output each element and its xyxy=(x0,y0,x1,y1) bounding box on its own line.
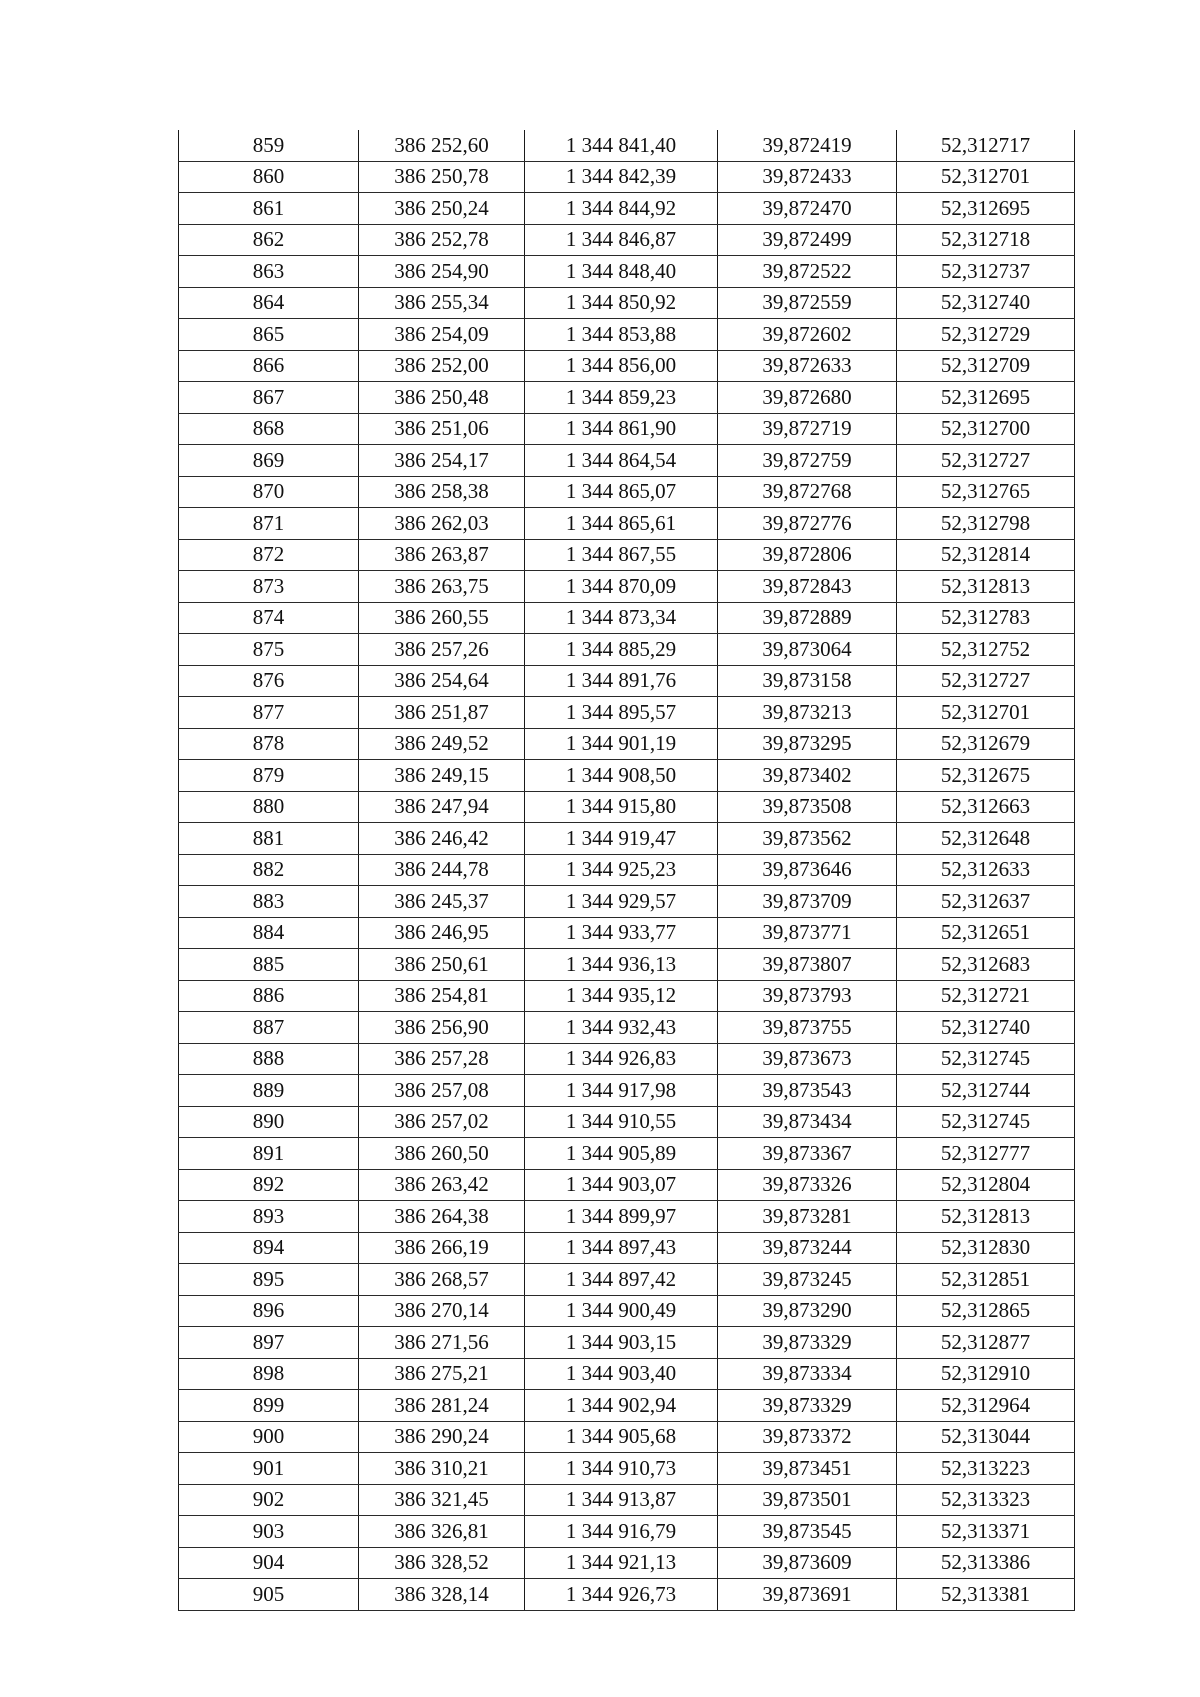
table-row xyxy=(179,1043,1075,1075)
y-coordinate-cell: 1 344 921,13 xyxy=(525,1547,718,1579)
y-coordinate-cell: 1 344 870,09 xyxy=(525,571,718,603)
latitude-cell: 52,312765 xyxy=(897,476,1075,508)
longitude-cell: 39,873372 xyxy=(718,1421,897,1453)
latitude-cell: 52,312700 xyxy=(897,413,1075,445)
x-coordinate-cell: 386 252,00 xyxy=(359,350,525,382)
table-row xyxy=(179,413,1075,445)
latitude-cell: 52,312783 xyxy=(897,602,1075,634)
x-coordinate-cell: 386 250,24 xyxy=(359,193,525,225)
table-row xyxy=(179,193,1075,225)
table-row xyxy=(179,949,1075,981)
y-coordinate-cell: 1 344 917,98 xyxy=(525,1075,718,1107)
table-row xyxy=(179,1075,1075,1107)
x-coordinate-cell: 386 254,17 xyxy=(359,445,525,477)
latitude-cell: 52,312745 xyxy=(897,1043,1075,1075)
point-number-cell: 890 xyxy=(179,1106,359,1138)
x-coordinate-cell: 386 266,19 xyxy=(359,1232,525,1264)
y-coordinate-cell: 1 344 865,61 xyxy=(525,508,718,540)
longitude-cell: 39,873281 xyxy=(718,1201,897,1233)
table-row xyxy=(179,350,1075,382)
y-coordinate-cell: 1 344 910,73 xyxy=(525,1453,718,1485)
longitude-cell: 39,873064 xyxy=(718,634,897,666)
latitude-cell: 52,312729 xyxy=(897,319,1075,351)
point-number-cell: 868 xyxy=(179,413,359,445)
point-number-cell: 893 xyxy=(179,1201,359,1233)
latitude-cell: 52,312651 xyxy=(897,917,1075,949)
longitude-cell: 39,872889 xyxy=(718,602,897,634)
latitude-cell: 52,312745 xyxy=(897,1106,1075,1138)
latitude-cell: 52,312701 xyxy=(897,161,1075,193)
x-coordinate-cell: 386 246,42 xyxy=(359,823,525,855)
x-coordinate-cell: 386 310,21 xyxy=(359,1453,525,1485)
x-coordinate-cell: 386 257,26 xyxy=(359,634,525,666)
y-coordinate-cell: 1 344 910,55 xyxy=(525,1106,718,1138)
longitude-cell: 39,873213 xyxy=(718,697,897,729)
x-coordinate-cell: 386 268,57 xyxy=(359,1264,525,1296)
table-row xyxy=(179,1579,1075,1611)
latitude-cell: 52,313223 xyxy=(897,1453,1075,1485)
latitude-cell: 52,312964 xyxy=(897,1390,1075,1422)
longitude-cell: 39,872633 xyxy=(718,350,897,382)
latitude-cell: 52,312804 xyxy=(897,1169,1075,1201)
table-row xyxy=(179,1516,1075,1548)
point-number-cell: 880 xyxy=(179,791,359,823)
y-coordinate-cell: 1 344 936,13 xyxy=(525,949,718,981)
table-row xyxy=(179,854,1075,886)
longitude-cell: 39,873329 xyxy=(718,1390,897,1422)
latitude-cell: 52,312752 xyxy=(897,634,1075,666)
latitude-cell: 52,312695 xyxy=(897,193,1075,225)
point-number-cell: 887 xyxy=(179,1012,359,1044)
y-coordinate-cell: 1 344 932,43 xyxy=(525,1012,718,1044)
longitude-cell: 39,873562 xyxy=(718,823,897,855)
x-coordinate-cell: 386 250,61 xyxy=(359,949,525,981)
y-coordinate-cell: 1 344 864,54 xyxy=(525,445,718,477)
y-coordinate-cell: 1 344 905,68 xyxy=(525,1421,718,1453)
x-coordinate-cell: 386 250,48 xyxy=(359,382,525,414)
longitude-cell: 39,873334 xyxy=(718,1358,897,1390)
longitude-cell: 39,873402 xyxy=(718,760,897,792)
point-number-cell: 859 xyxy=(179,130,359,161)
latitude-cell: 52,312865 xyxy=(897,1295,1075,1327)
longitude-cell: 39,872433 xyxy=(718,161,897,193)
point-number-cell: 889 xyxy=(179,1075,359,1107)
y-coordinate-cell: 1 344 859,23 xyxy=(525,382,718,414)
longitude-cell: 39,873434 xyxy=(718,1106,897,1138)
x-coordinate-cell: 386 263,42 xyxy=(359,1169,525,1201)
y-coordinate-cell: 1 344 935,12 xyxy=(525,980,718,1012)
table-row xyxy=(179,697,1075,729)
longitude-cell: 39,872806 xyxy=(718,539,897,571)
longitude-cell: 39,873691 xyxy=(718,1579,897,1611)
latitude-cell: 52,312814 xyxy=(897,539,1075,571)
y-coordinate-cell: 1 344 915,80 xyxy=(525,791,718,823)
x-coordinate-cell: 386 328,14 xyxy=(359,1579,525,1611)
latitude-cell: 52,313044 xyxy=(897,1421,1075,1453)
longitude-cell: 39,873367 xyxy=(718,1138,897,1170)
point-number-cell: 873 xyxy=(179,571,359,603)
longitude-cell: 39,873543 xyxy=(718,1075,897,1107)
table-row xyxy=(179,256,1075,288)
x-coordinate-cell: 386 257,02 xyxy=(359,1106,525,1138)
latitude-cell: 52,312679 xyxy=(897,728,1075,760)
latitude-cell: 52,312695 xyxy=(897,382,1075,414)
y-coordinate-cell: 1 344 842,39 xyxy=(525,161,718,193)
table-row xyxy=(179,1390,1075,1422)
latitude-cell: 52,313386 xyxy=(897,1547,1075,1579)
latitude-cell: 52,312813 xyxy=(897,571,1075,603)
longitude-cell: 39,872680 xyxy=(718,382,897,414)
latitude-cell: 52,312727 xyxy=(897,665,1075,697)
x-coordinate-cell: 386 244,78 xyxy=(359,854,525,886)
point-number-cell: 883 xyxy=(179,886,359,918)
table-row xyxy=(179,445,1075,477)
table-row xyxy=(179,319,1075,351)
coordinates-table xyxy=(178,130,1075,1611)
x-coordinate-cell: 386 254,90 xyxy=(359,256,525,288)
latitude-cell: 52,312637 xyxy=(897,886,1075,918)
latitude-cell: 52,312737 xyxy=(897,256,1075,288)
point-number-cell: 861 xyxy=(179,193,359,225)
point-number-cell: 877 xyxy=(179,697,359,729)
y-coordinate-cell: 1 344 899,97 xyxy=(525,1201,718,1233)
x-coordinate-cell: 386 256,90 xyxy=(359,1012,525,1044)
point-number-cell: 885 xyxy=(179,949,359,981)
longitude-cell: 39,873326 xyxy=(718,1169,897,1201)
longitude-cell: 39,873771 xyxy=(718,917,897,949)
point-number-cell: 897 xyxy=(179,1327,359,1359)
latitude-cell: 52,312683 xyxy=(897,949,1075,981)
table-row xyxy=(179,728,1075,760)
x-coordinate-cell: 386 257,28 xyxy=(359,1043,525,1075)
x-coordinate-cell: 386 252,60 xyxy=(359,130,525,161)
point-number-cell: 879 xyxy=(179,760,359,792)
table-row xyxy=(179,823,1075,855)
point-number-cell: 901 xyxy=(179,1453,359,1485)
point-number-cell: 886 xyxy=(179,980,359,1012)
latitude-cell: 52,312744 xyxy=(897,1075,1075,1107)
x-coordinate-cell: 386 290,24 xyxy=(359,1421,525,1453)
point-number-cell: 894 xyxy=(179,1232,359,1264)
point-number-cell: 876 xyxy=(179,665,359,697)
longitude-cell: 39,872768 xyxy=(718,476,897,508)
x-coordinate-cell: 386 263,87 xyxy=(359,539,525,571)
longitude-cell: 39,872559 xyxy=(718,287,897,319)
table-row xyxy=(179,161,1075,193)
point-number-cell: 903 xyxy=(179,1516,359,1548)
table-row xyxy=(179,1138,1075,1170)
table-row xyxy=(179,1264,1075,1296)
x-coordinate-cell: 386 328,52 xyxy=(359,1547,525,1579)
longitude-cell: 39,873508 xyxy=(718,791,897,823)
longitude-cell: 39,873793 xyxy=(718,980,897,1012)
longitude-cell: 39,873244 xyxy=(718,1232,897,1264)
point-number-cell: 872 xyxy=(179,539,359,571)
point-number-cell: 881 xyxy=(179,823,359,855)
latitude-cell: 52,312663 xyxy=(897,791,1075,823)
x-coordinate-cell: 386 258,38 xyxy=(359,476,525,508)
longitude-cell: 39,872419 xyxy=(718,130,897,161)
longitude-cell: 39,872499 xyxy=(718,224,897,256)
table-row xyxy=(179,1295,1075,1327)
x-coordinate-cell: 386 246,95 xyxy=(359,917,525,949)
y-coordinate-cell: 1 344 853,88 xyxy=(525,319,718,351)
point-number-cell: 892 xyxy=(179,1169,359,1201)
point-number-cell: 900 xyxy=(179,1421,359,1453)
y-coordinate-cell: 1 344 903,15 xyxy=(525,1327,718,1359)
point-number-cell: 862 xyxy=(179,224,359,256)
latitude-cell: 52,312701 xyxy=(897,697,1075,729)
y-coordinate-cell: 1 344 861,90 xyxy=(525,413,718,445)
y-coordinate-cell: 1 344 919,47 xyxy=(525,823,718,855)
y-coordinate-cell: 1 344 902,94 xyxy=(525,1390,718,1422)
x-coordinate-cell: 386 281,24 xyxy=(359,1390,525,1422)
x-coordinate-cell: 386 255,34 xyxy=(359,287,525,319)
y-coordinate-cell: 1 344 895,57 xyxy=(525,697,718,729)
table-row xyxy=(179,539,1075,571)
x-coordinate-cell: 386 254,09 xyxy=(359,319,525,351)
x-coordinate-cell: 386 254,64 xyxy=(359,665,525,697)
table-row xyxy=(179,1169,1075,1201)
longitude-cell: 39,873501 xyxy=(718,1484,897,1516)
x-coordinate-cell: 386 247,94 xyxy=(359,791,525,823)
longitude-cell: 39,873451 xyxy=(718,1453,897,1485)
y-coordinate-cell: 1 344 929,57 xyxy=(525,886,718,918)
latitude-cell: 52,312709 xyxy=(897,350,1075,382)
point-number-cell: 902 xyxy=(179,1484,359,1516)
y-coordinate-cell: 1 344 901,19 xyxy=(525,728,718,760)
latitude-cell: 52,313381 xyxy=(897,1579,1075,1611)
table-row xyxy=(179,886,1075,918)
x-coordinate-cell: 386 263,75 xyxy=(359,571,525,603)
table-row xyxy=(179,1358,1075,1390)
x-coordinate-cell: 386 260,50 xyxy=(359,1138,525,1170)
y-coordinate-cell: 1 344 916,79 xyxy=(525,1516,718,1548)
x-coordinate-cell: 386 249,15 xyxy=(359,760,525,792)
y-coordinate-cell: 1 344 905,89 xyxy=(525,1138,718,1170)
y-coordinate-cell: 1 344 903,40 xyxy=(525,1358,718,1390)
point-number-cell: 896 xyxy=(179,1295,359,1327)
longitude-cell: 39,872776 xyxy=(718,508,897,540)
x-coordinate-cell: 386 260,55 xyxy=(359,602,525,634)
latitude-cell: 52,313323 xyxy=(897,1484,1075,1516)
longitude-cell: 39,873609 xyxy=(718,1547,897,1579)
y-coordinate-cell: 1 344 925,23 xyxy=(525,854,718,886)
table-row xyxy=(179,980,1075,1012)
latitude-cell: 52,312740 xyxy=(897,1012,1075,1044)
longitude-cell: 39,872843 xyxy=(718,571,897,603)
table-row xyxy=(179,571,1075,603)
y-coordinate-cell: 1 344 865,07 xyxy=(525,476,718,508)
x-coordinate-cell: 386 250,78 xyxy=(359,161,525,193)
table-row xyxy=(179,1201,1075,1233)
latitude-cell: 52,312830 xyxy=(897,1232,1075,1264)
x-coordinate-cell: 386 257,08 xyxy=(359,1075,525,1107)
y-coordinate-cell: 1 344 850,92 xyxy=(525,287,718,319)
y-coordinate-cell: 1 344 867,55 xyxy=(525,539,718,571)
latitude-cell: 52,312777 xyxy=(897,1138,1075,1170)
table-row xyxy=(179,224,1075,256)
latitude-cell: 52,312717 xyxy=(897,130,1075,161)
latitude-cell: 52,312910 xyxy=(897,1358,1075,1390)
y-coordinate-cell: 1 344 841,40 xyxy=(525,130,718,161)
point-number-cell: 860 xyxy=(179,161,359,193)
point-number-cell: 899 xyxy=(179,1390,359,1422)
longitude-cell: 39,873755 xyxy=(718,1012,897,1044)
longitude-cell: 39,873290 xyxy=(718,1295,897,1327)
point-number-cell: 888 xyxy=(179,1043,359,1075)
longitude-cell: 39,873545 xyxy=(718,1516,897,1548)
longitude-cell: 39,873245 xyxy=(718,1264,897,1296)
y-coordinate-cell: 1 344 913,87 xyxy=(525,1484,718,1516)
y-coordinate-cell: 1 344 846,87 xyxy=(525,224,718,256)
table-row xyxy=(179,1106,1075,1138)
y-coordinate-cell: 1 344 844,92 xyxy=(525,193,718,225)
table-row xyxy=(179,1547,1075,1579)
table-row xyxy=(179,1232,1075,1264)
y-coordinate-cell: 1 344 926,73 xyxy=(525,1579,718,1611)
point-number-cell: 895 xyxy=(179,1264,359,1296)
table-row xyxy=(179,1012,1075,1044)
table-row xyxy=(179,1421,1075,1453)
longitude-cell: 39,873709 xyxy=(718,886,897,918)
point-number-cell: 891 xyxy=(179,1138,359,1170)
x-coordinate-cell: 386 262,03 xyxy=(359,508,525,540)
x-coordinate-cell: 386 271,56 xyxy=(359,1327,525,1359)
table-row xyxy=(179,760,1075,792)
x-coordinate-cell: 386 264,38 xyxy=(359,1201,525,1233)
y-coordinate-cell: 1 344 933,77 xyxy=(525,917,718,949)
table-row xyxy=(179,1453,1075,1485)
y-coordinate-cell: 1 344 908,50 xyxy=(525,760,718,792)
longitude-cell: 39,872719 xyxy=(718,413,897,445)
x-coordinate-cell: 386 251,87 xyxy=(359,697,525,729)
table-row xyxy=(179,602,1075,634)
y-coordinate-cell: 1 344 891,76 xyxy=(525,665,718,697)
point-number-cell: 875 xyxy=(179,634,359,666)
x-coordinate-cell: 386 249,52 xyxy=(359,728,525,760)
point-number-cell: 863 xyxy=(179,256,359,288)
point-number-cell: 864 xyxy=(179,287,359,319)
longitude-cell: 39,873673 xyxy=(718,1043,897,1075)
latitude-cell: 52,312721 xyxy=(897,980,1075,1012)
latitude-cell: 52,312740 xyxy=(897,287,1075,319)
latitude-cell: 52,312813 xyxy=(897,1201,1075,1233)
point-number-cell: 866 xyxy=(179,350,359,382)
x-coordinate-cell: 386 251,06 xyxy=(359,413,525,445)
x-coordinate-cell: 386 245,37 xyxy=(359,886,525,918)
y-coordinate-cell: 1 344 848,40 xyxy=(525,256,718,288)
latitude-cell: 52,312633 xyxy=(897,854,1075,886)
point-number-cell: 905 xyxy=(179,1579,359,1611)
longitude-cell: 39,872759 xyxy=(718,445,897,477)
point-number-cell: 869 xyxy=(179,445,359,477)
point-number-cell: 874 xyxy=(179,602,359,634)
latitude-cell: 52,312798 xyxy=(897,508,1075,540)
latitude-cell: 52,312877 xyxy=(897,1327,1075,1359)
x-coordinate-cell: 386 270,14 xyxy=(359,1295,525,1327)
table-row xyxy=(179,130,1075,161)
y-coordinate-cell: 1 344 926,83 xyxy=(525,1043,718,1075)
latitude-cell: 52,313371 xyxy=(897,1516,1075,1548)
longitude-cell: 39,872470 xyxy=(718,193,897,225)
y-coordinate-cell: 1 344 903,07 xyxy=(525,1169,718,1201)
point-number-cell: 884 xyxy=(179,917,359,949)
table-row xyxy=(179,508,1075,540)
longitude-cell: 39,873646 xyxy=(718,854,897,886)
latitude-cell: 52,312718 xyxy=(897,224,1075,256)
x-coordinate-cell: 386 275,21 xyxy=(359,1358,525,1390)
point-number-cell: 898 xyxy=(179,1358,359,1390)
y-coordinate-cell: 1 344 856,00 xyxy=(525,350,718,382)
table-row xyxy=(179,665,1075,697)
y-coordinate-cell: 1 344 900,49 xyxy=(525,1295,718,1327)
x-coordinate-cell: 386 252,78 xyxy=(359,224,525,256)
longitude-cell: 39,873295 xyxy=(718,728,897,760)
y-coordinate-cell: 1 344 897,43 xyxy=(525,1232,718,1264)
longitude-cell: 39,872522 xyxy=(718,256,897,288)
point-number-cell: 870 xyxy=(179,476,359,508)
y-coordinate-cell: 1 344 873,34 xyxy=(525,602,718,634)
table-row xyxy=(179,1327,1075,1359)
table-row xyxy=(179,287,1075,319)
latitude-cell: 52,312851 xyxy=(897,1264,1075,1296)
point-number-cell: 878 xyxy=(179,728,359,760)
latitude-cell: 52,312727 xyxy=(897,445,1075,477)
coordinates-table-body xyxy=(179,130,1075,1610)
point-number-cell: 867 xyxy=(179,382,359,414)
y-coordinate-cell: 1 344 885,29 xyxy=(525,634,718,666)
table-row xyxy=(179,791,1075,823)
latitude-cell: 52,312675 xyxy=(897,760,1075,792)
longitude-cell: 39,873329 xyxy=(718,1327,897,1359)
point-number-cell: 865 xyxy=(179,319,359,351)
y-coordinate-cell: 1 344 897,42 xyxy=(525,1264,718,1296)
table-row xyxy=(179,476,1075,508)
latitude-cell: 52,312648 xyxy=(897,823,1075,855)
point-number-cell: 904 xyxy=(179,1547,359,1579)
table-row xyxy=(179,917,1075,949)
longitude-cell: 39,873807 xyxy=(718,949,897,981)
x-coordinate-cell: 386 254,81 xyxy=(359,980,525,1012)
table-row xyxy=(179,1484,1075,1516)
x-coordinate-cell: 386 321,45 xyxy=(359,1484,525,1516)
point-number-cell: 882 xyxy=(179,854,359,886)
longitude-cell: 39,872602 xyxy=(718,319,897,351)
point-number-cell: 871 xyxy=(179,508,359,540)
table-row xyxy=(179,634,1075,666)
table-row xyxy=(179,382,1075,414)
x-coordinate-cell: 386 326,81 xyxy=(359,1516,525,1548)
longitude-cell: 39,873158 xyxy=(718,665,897,697)
